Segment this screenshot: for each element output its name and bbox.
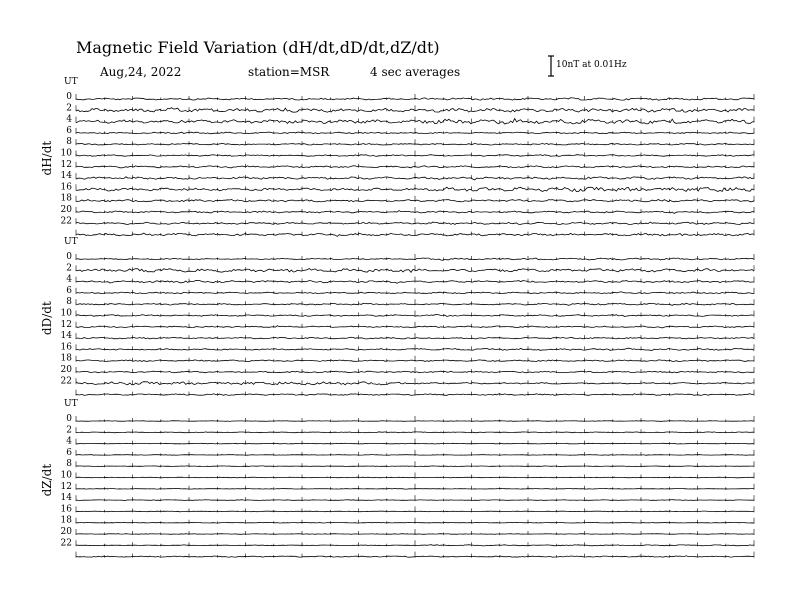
ut-label: UT <box>64 237 78 247</box>
trace-line <box>76 500 754 501</box>
trace-line <box>76 455 754 456</box>
station-label: station=MSR <box>248 65 330 79</box>
row-label-14: 14 <box>60 331 72 342</box>
row-ticks <box>76 378 754 384</box>
panel-dH-dt <box>40 77 754 236</box>
row-label-4: 4 <box>66 114 72 125</box>
row-label-4: 4 <box>66 436 72 447</box>
panel-ylabel: dH/dt <box>40 140 54 176</box>
row-label-10: 10 <box>60 148 72 159</box>
panel-ylabel: dD/dt <box>40 301 54 336</box>
row-label-20: 20 <box>60 365 72 375</box>
row-label-0: 0 <box>66 252 72 262</box>
row-label-18: 18 <box>60 515 72 526</box>
row-label-0: 0 <box>66 414 72 424</box>
row-label-12: 12 <box>60 481 72 492</box>
row-label-6: 6 <box>66 447 72 458</box>
row-label-0: 0 <box>66 92 72 102</box>
panel-ylabel: dZ/dt <box>40 463 54 497</box>
row-label-8: 8 <box>66 297 72 308</box>
trace-line <box>76 488 754 489</box>
panel-dD-dt <box>40 237 754 396</box>
row-label-22: 22 <box>60 376 72 387</box>
trace-line <box>76 421 754 422</box>
row-label-16: 16 <box>60 504 72 515</box>
row-label-18: 18 <box>60 193 72 204</box>
row-label-2: 2 <box>66 263 72 274</box>
row-label-18: 18 <box>60 353 72 364</box>
trace-line <box>76 534 754 535</box>
row-label-8: 8 <box>66 137 72 148</box>
row-label-10: 10 <box>60 470 72 481</box>
row-label-2: 2 <box>66 103 72 114</box>
page-title: Magnetic Field Variation (dH/dt,dD/dt,dZ/dt) <box>76 38 440 57</box>
row-ticks <box>76 230 754 236</box>
row-label-16: 16 <box>60 342 72 353</box>
row-label-14: 14 <box>60 493 72 504</box>
row-label-2: 2 <box>66 425 72 436</box>
scale-label: 10nT at 0.01Hz <box>556 60 627 70</box>
row-label-4: 4 <box>66 274 72 285</box>
averaging-label: 4 sec averages <box>370 65 461 79</box>
row-label-20: 20 <box>60 527 72 537</box>
row-label-22: 22 <box>60 538 72 549</box>
panel-dZ-dt <box>40 399 754 558</box>
date-label: Aug,24, 2022 <box>100 65 182 79</box>
row-label-20: 20 <box>60 205 72 215</box>
row-label-6: 6 <box>66 125 72 136</box>
trace-line <box>76 511 754 512</box>
row-label-12: 12 <box>60 159 72 170</box>
row-label-8: 8 <box>66 459 72 470</box>
row-label-14: 14 <box>60 171 72 182</box>
trace-line <box>76 466 754 467</box>
ut-label: UT <box>64 77 78 87</box>
row-label-12: 12 <box>60 319 72 330</box>
row-label-10: 10 <box>60 308 72 319</box>
row-ticks <box>76 117 754 123</box>
ut-label: UT <box>64 399 78 409</box>
row-label-6: 6 <box>66 285 72 296</box>
row-label-16: 16 <box>60 182 72 193</box>
row-label-22: 22 <box>60 216 72 227</box>
